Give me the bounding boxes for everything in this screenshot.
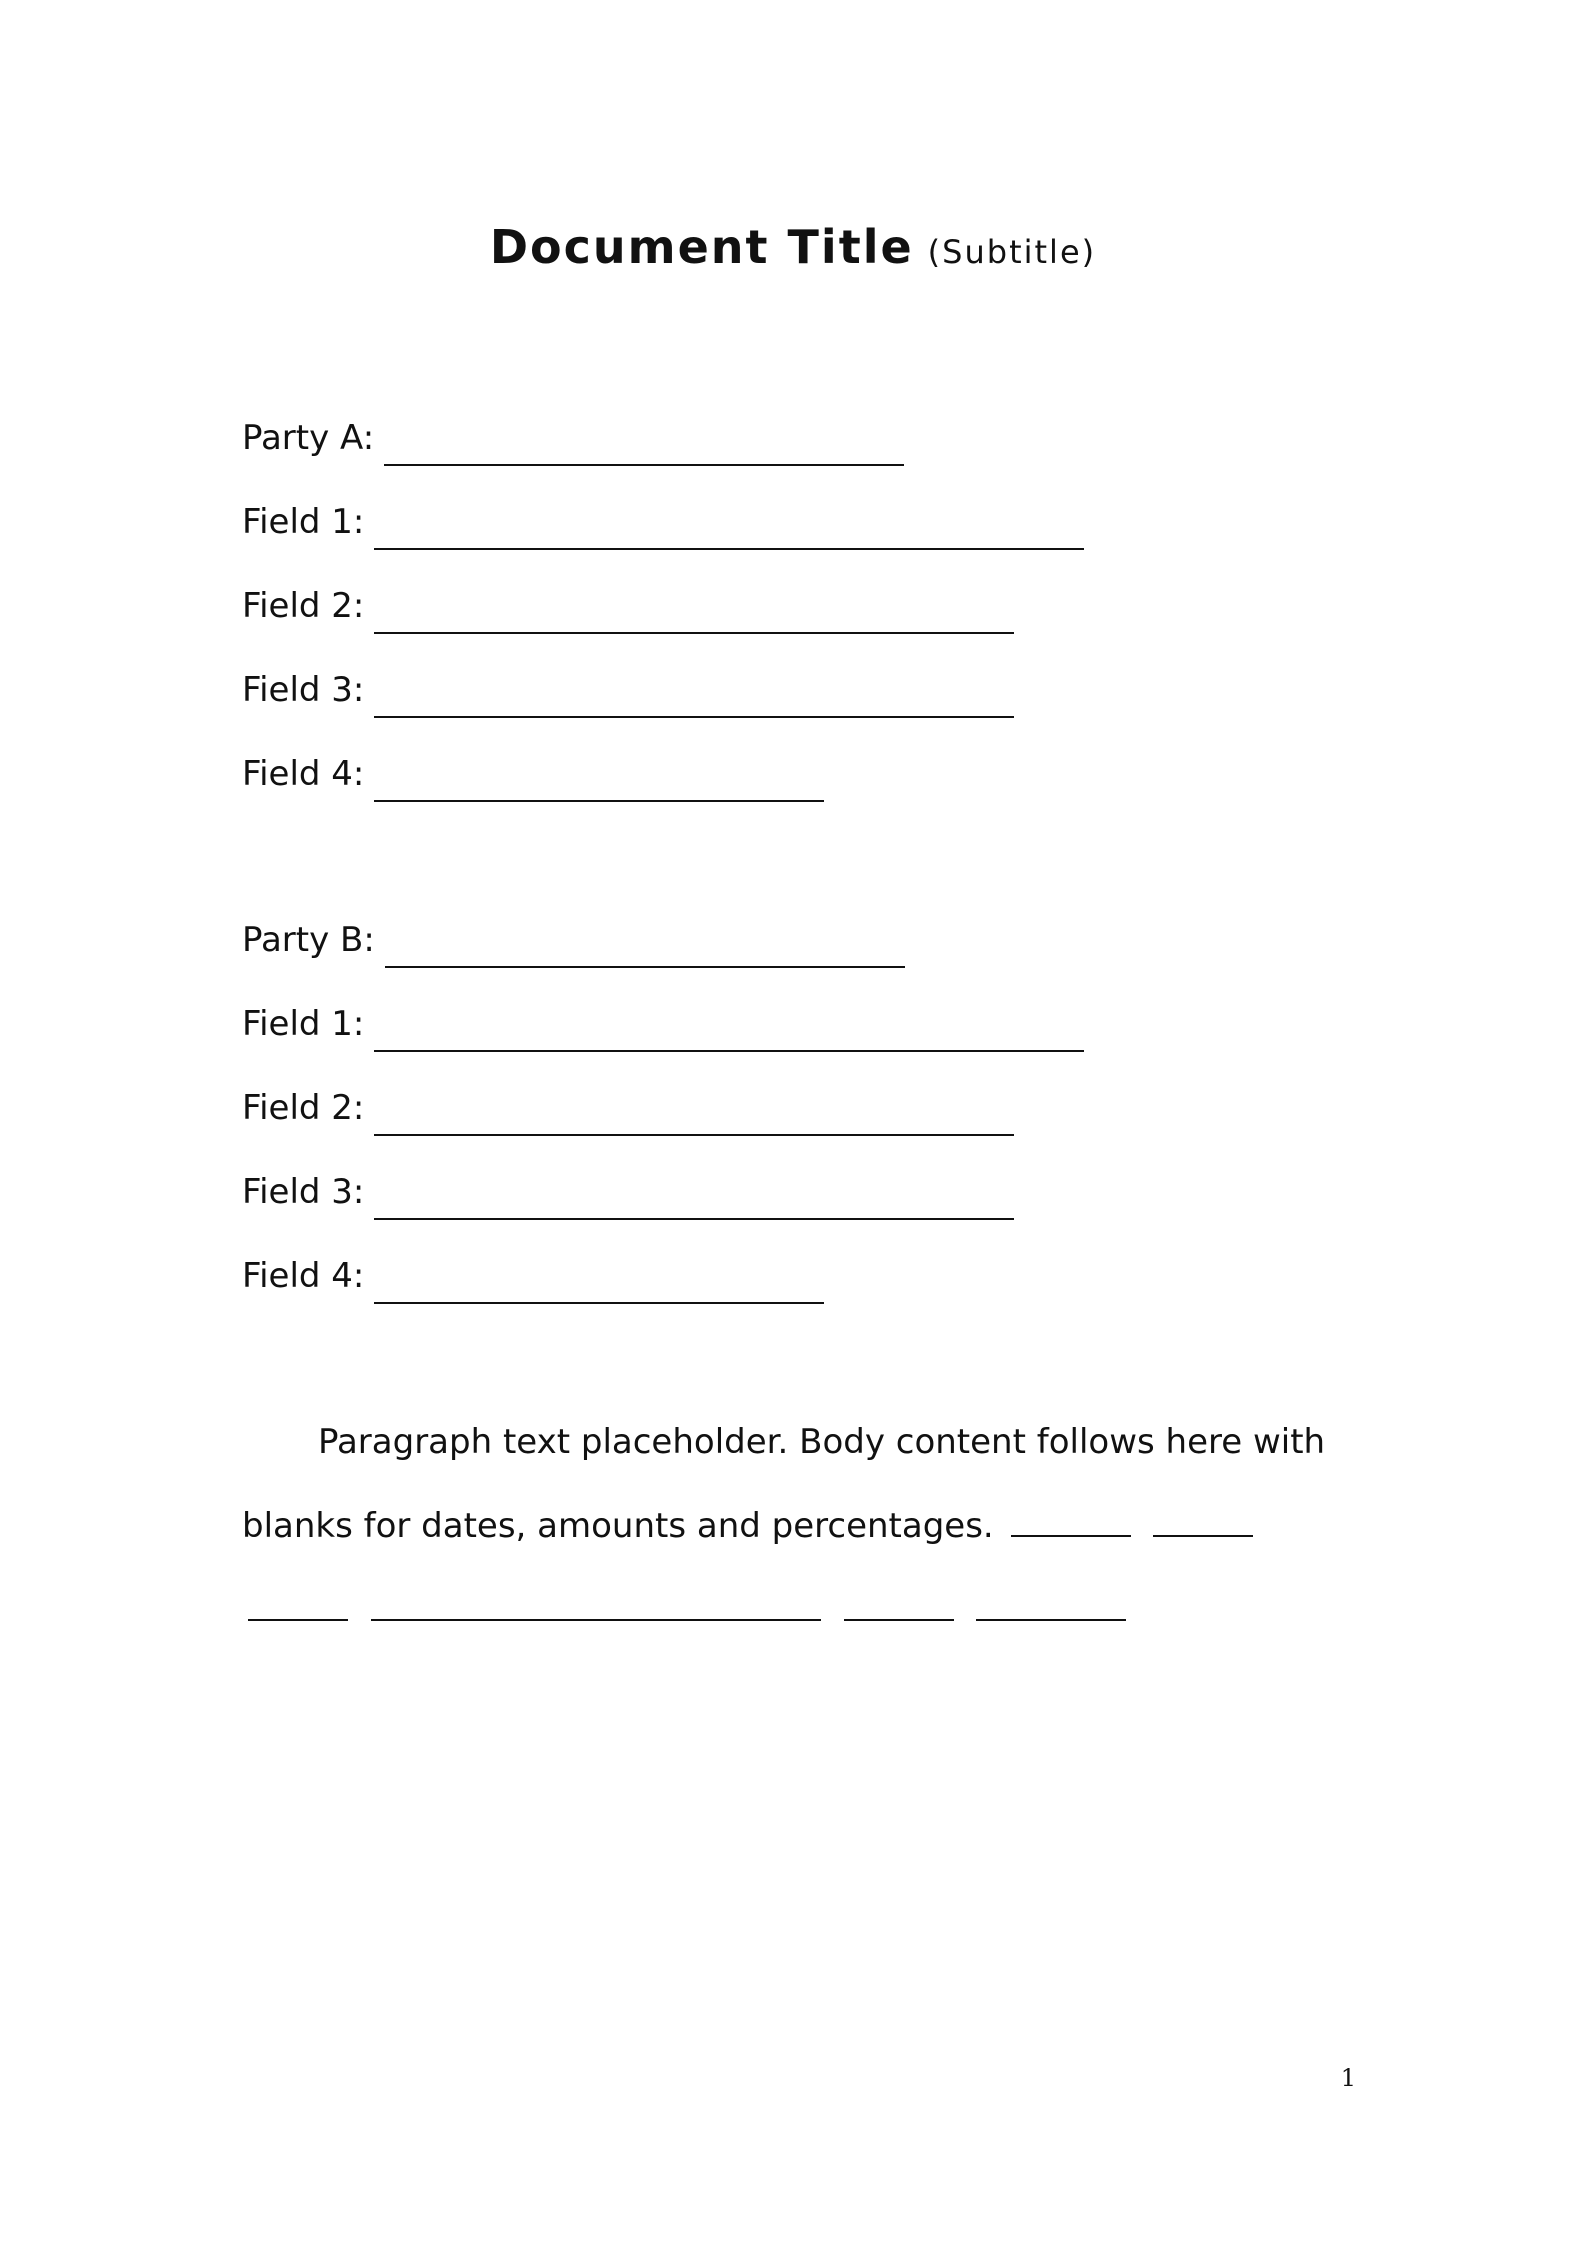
party-a-heading: Party A: <box>242 418 375 458</box>
party-b-field-4-blank[interactable] <box>374 1256 824 1304</box>
party-b-name-blank[interactable] <box>385 920 905 968</box>
title-main: Document Title <box>489 220 914 274</box>
recital-blank-1[interactable] <box>1011 1501 1131 1537</box>
party-b-field-2: Field 2: <box>242 1080 1014 1136</box>
recital-paragraph <box>242 1400 1352 1652</box>
title-subtitle: (Subtitle) <box>927 233 1097 271</box>
party-a-heading-field <box>242 410 904 466</box>
recital-blank-5[interactable] <box>844 1585 954 1621</box>
recital-blank-3[interactable] <box>248 1585 348 1621</box>
party-a-field-4-blank[interactable] <box>374 754 824 802</box>
recital-blank-2[interactable] <box>1153 1501 1253 1537</box>
recital-blank-4[interactable] <box>371 1585 821 1621</box>
party-a-field-4: Field 4: <box>242 746 824 802</box>
party-a-field-2: Field 2: <box>242 578 1014 634</box>
party-a-field-1: Field 1: <box>242 494 1084 550</box>
party-a-field-3-blank[interactable] <box>374 670 1014 718</box>
recital-text: Paragraph text placeholder. Body content follows here with blanks for dates, amounts and percentages. <box>242 1422 1326 1546</box>
party-a-field-3: Field 3: <box>242 662 1014 718</box>
party-b-field-3: Field 3: <box>242 1164 1014 1220</box>
party-a-field-1-blank[interactable] <box>374 502 1084 550</box>
party-a-name-blank[interactable] <box>384 418 904 466</box>
party-b-field-4: Field 4: <box>242 1248 824 1304</box>
party-a-field-2-blank[interactable] <box>374 586 1014 634</box>
party-b-heading-field <box>242 912 905 968</box>
party-b-field-1-blank[interactable] <box>374 1004 1084 1052</box>
recital-blank-6[interactable] <box>976 1585 1126 1621</box>
page-number: 1 <box>1340 2064 1356 2092</box>
party-b-field-3-blank[interactable] <box>374 1172 1014 1220</box>
document-title <box>0 220 1586 274</box>
party-b-field-1: Field 1: <box>242 996 1084 1052</box>
party-b-field-2-blank[interactable] <box>374 1088 1014 1136</box>
party-b-heading: Party B: <box>242 920 375 960</box>
